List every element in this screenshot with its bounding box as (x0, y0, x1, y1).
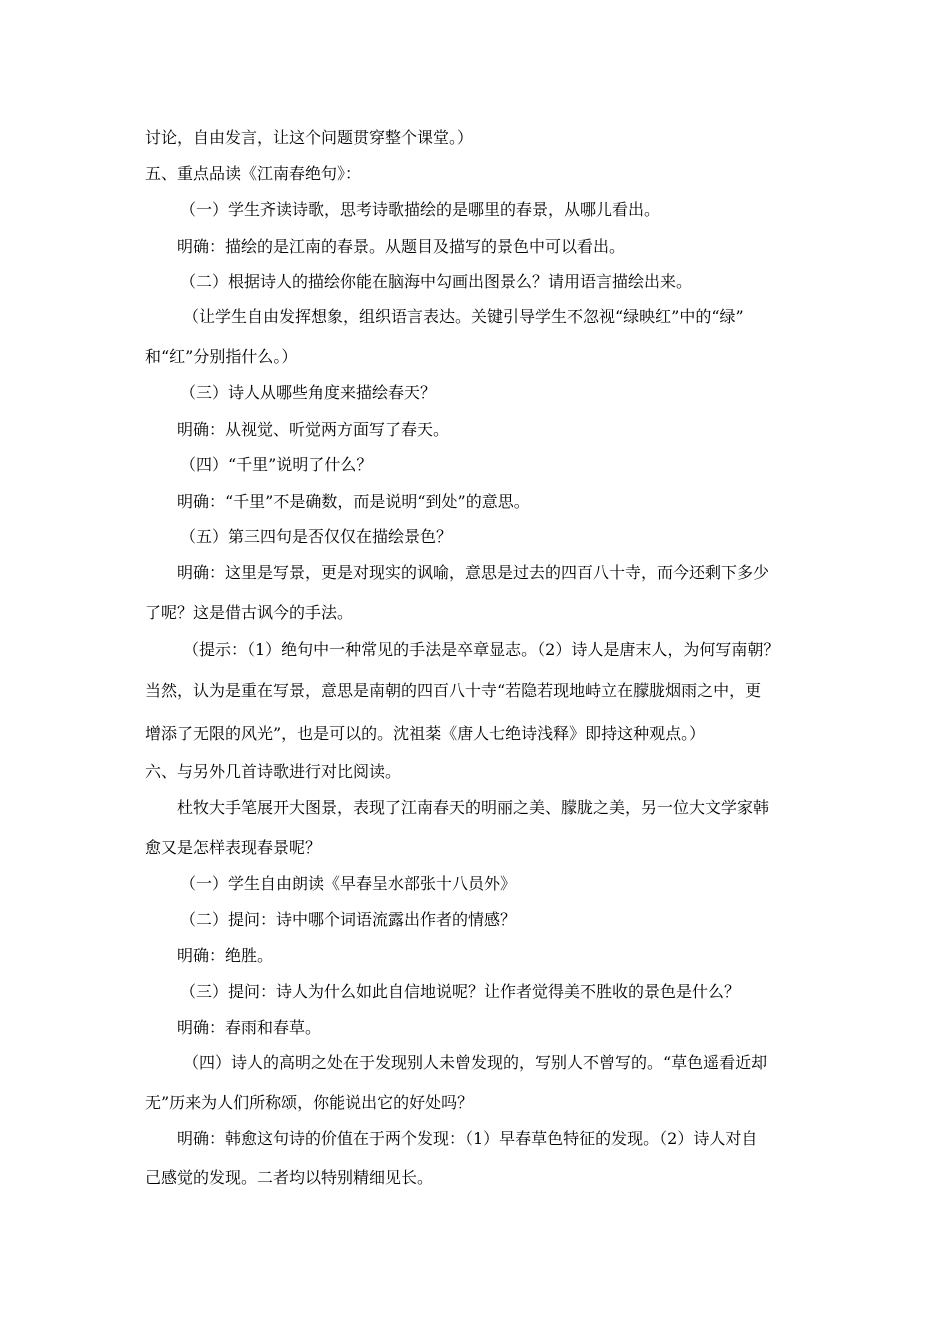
question-line: （一）学生自由朗读《早春呈水部张十八员外》 (180, 874, 517, 893)
question-line: （二）根据诗人的描绘你能在脑海中勾画出图景么？请用语言描绘出来。 (180, 272, 693, 291)
question-line: （二）提问：诗中哪个词语流露出作者的情感？ (180, 910, 517, 929)
note-line: （让学生自由发挥想象，组织语言表达。关键引导学生不忽视“绿映红”中的“绿” (183, 307, 744, 326)
text-line: 愈又是怎样表现春景呢？ (145, 838, 322, 857)
answer-line: 己感觉的发现。二者均以特别精细见长。 (145, 1168, 434, 1187)
question-line: （三）提问：诗人为什么如此自信地说呢？让作者觉得美不胜收的景色是什么？ (180, 982, 741, 1001)
section-heading: 五、重点品读《江南春绝句》： (145, 164, 362, 183)
text-line: 讨论，自由发言，让这个问题贯穿整个课堂。） (145, 128, 474, 147)
note-line: 和“红”分别指什么。） (145, 347, 298, 366)
question-line: （一）学生齐读诗歌，思考诗歌描绘的是哪里的春景，从哪儿看出。 (180, 200, 661, 219)
answer-line: 明确：这里是写景，更是对现实的讽喻，意思是过去的四百八十寺，而今还剩下多少 (177, 563, 770, 582)
question-line: （四）“千里”说明了什么？ (180, 455, 373, 474)
answer-line: 明确：韩愈这句诗的价值在于两个发现：（1）早春草色特征的发现。（2）诗人对自 (177, 1129, 758, 1148)
answer-line: 明确：绝胜。 (177, 946, 274, 965)
section-heading: 六、与另外几首诗歌进行对比阅读。 (145, 762, 402, 781)
answer-line: 明确：春雨和春草。 (177, 1018, 322, 1037)
answer-line: 明确：描绘的是江南的春景。从题目及描写的景色中可以看出。 (177, 237, 626, 256)
question-line: （五）第三四句是否仅仅在描绘景色？ (180, 527, 453, 546)
question-line: （三）诗人从哪些角度来描绘春天？ (180, 383, 437, 402)
answer-line: 明确：“千里”不是确数，而是说明“到处”的意思。 (177, 492, 530, 511)
question-line: （四）诗人的高明之处在于发现别人未曾发现的，写别人不曾写的。“草色遥看近却 (183, 1053, 768, 1072)
answer-line: 了呢？这是借古讽今的手法。 (145, 603, 354, 622)
tip-line: （提示：（1）绝句中一种常见的手法是卒章显志。（2）诗人是唐末人，为何写南朝？ (183, 640, 780, 659)
text-line: 杜牧大手笔展开大图景，表现了江南春天的明丽之美、朦胧之美，另一位大文学家韩 (177, 798, 770, 817)
tip-line: 增添了无限的风光”，也是可以的。沈祖棻《唐人七绝诗浅释》即持这种观点。） (145, 724, 706, 743)
question-line: 无”历来为人们所称颂，你能说出它的好处吗？ (145, 1093, 474, 1112)
tip-line: 当然，认为是重在写景，意思是南朝的四百八十寺“若隐若现地峙立在朦胧烟雨之中，更 (145, 681, 762, 700)
answer-line: 明确：从视觉、听觉两方面写了春天。 (177, 420, 450, 439)
